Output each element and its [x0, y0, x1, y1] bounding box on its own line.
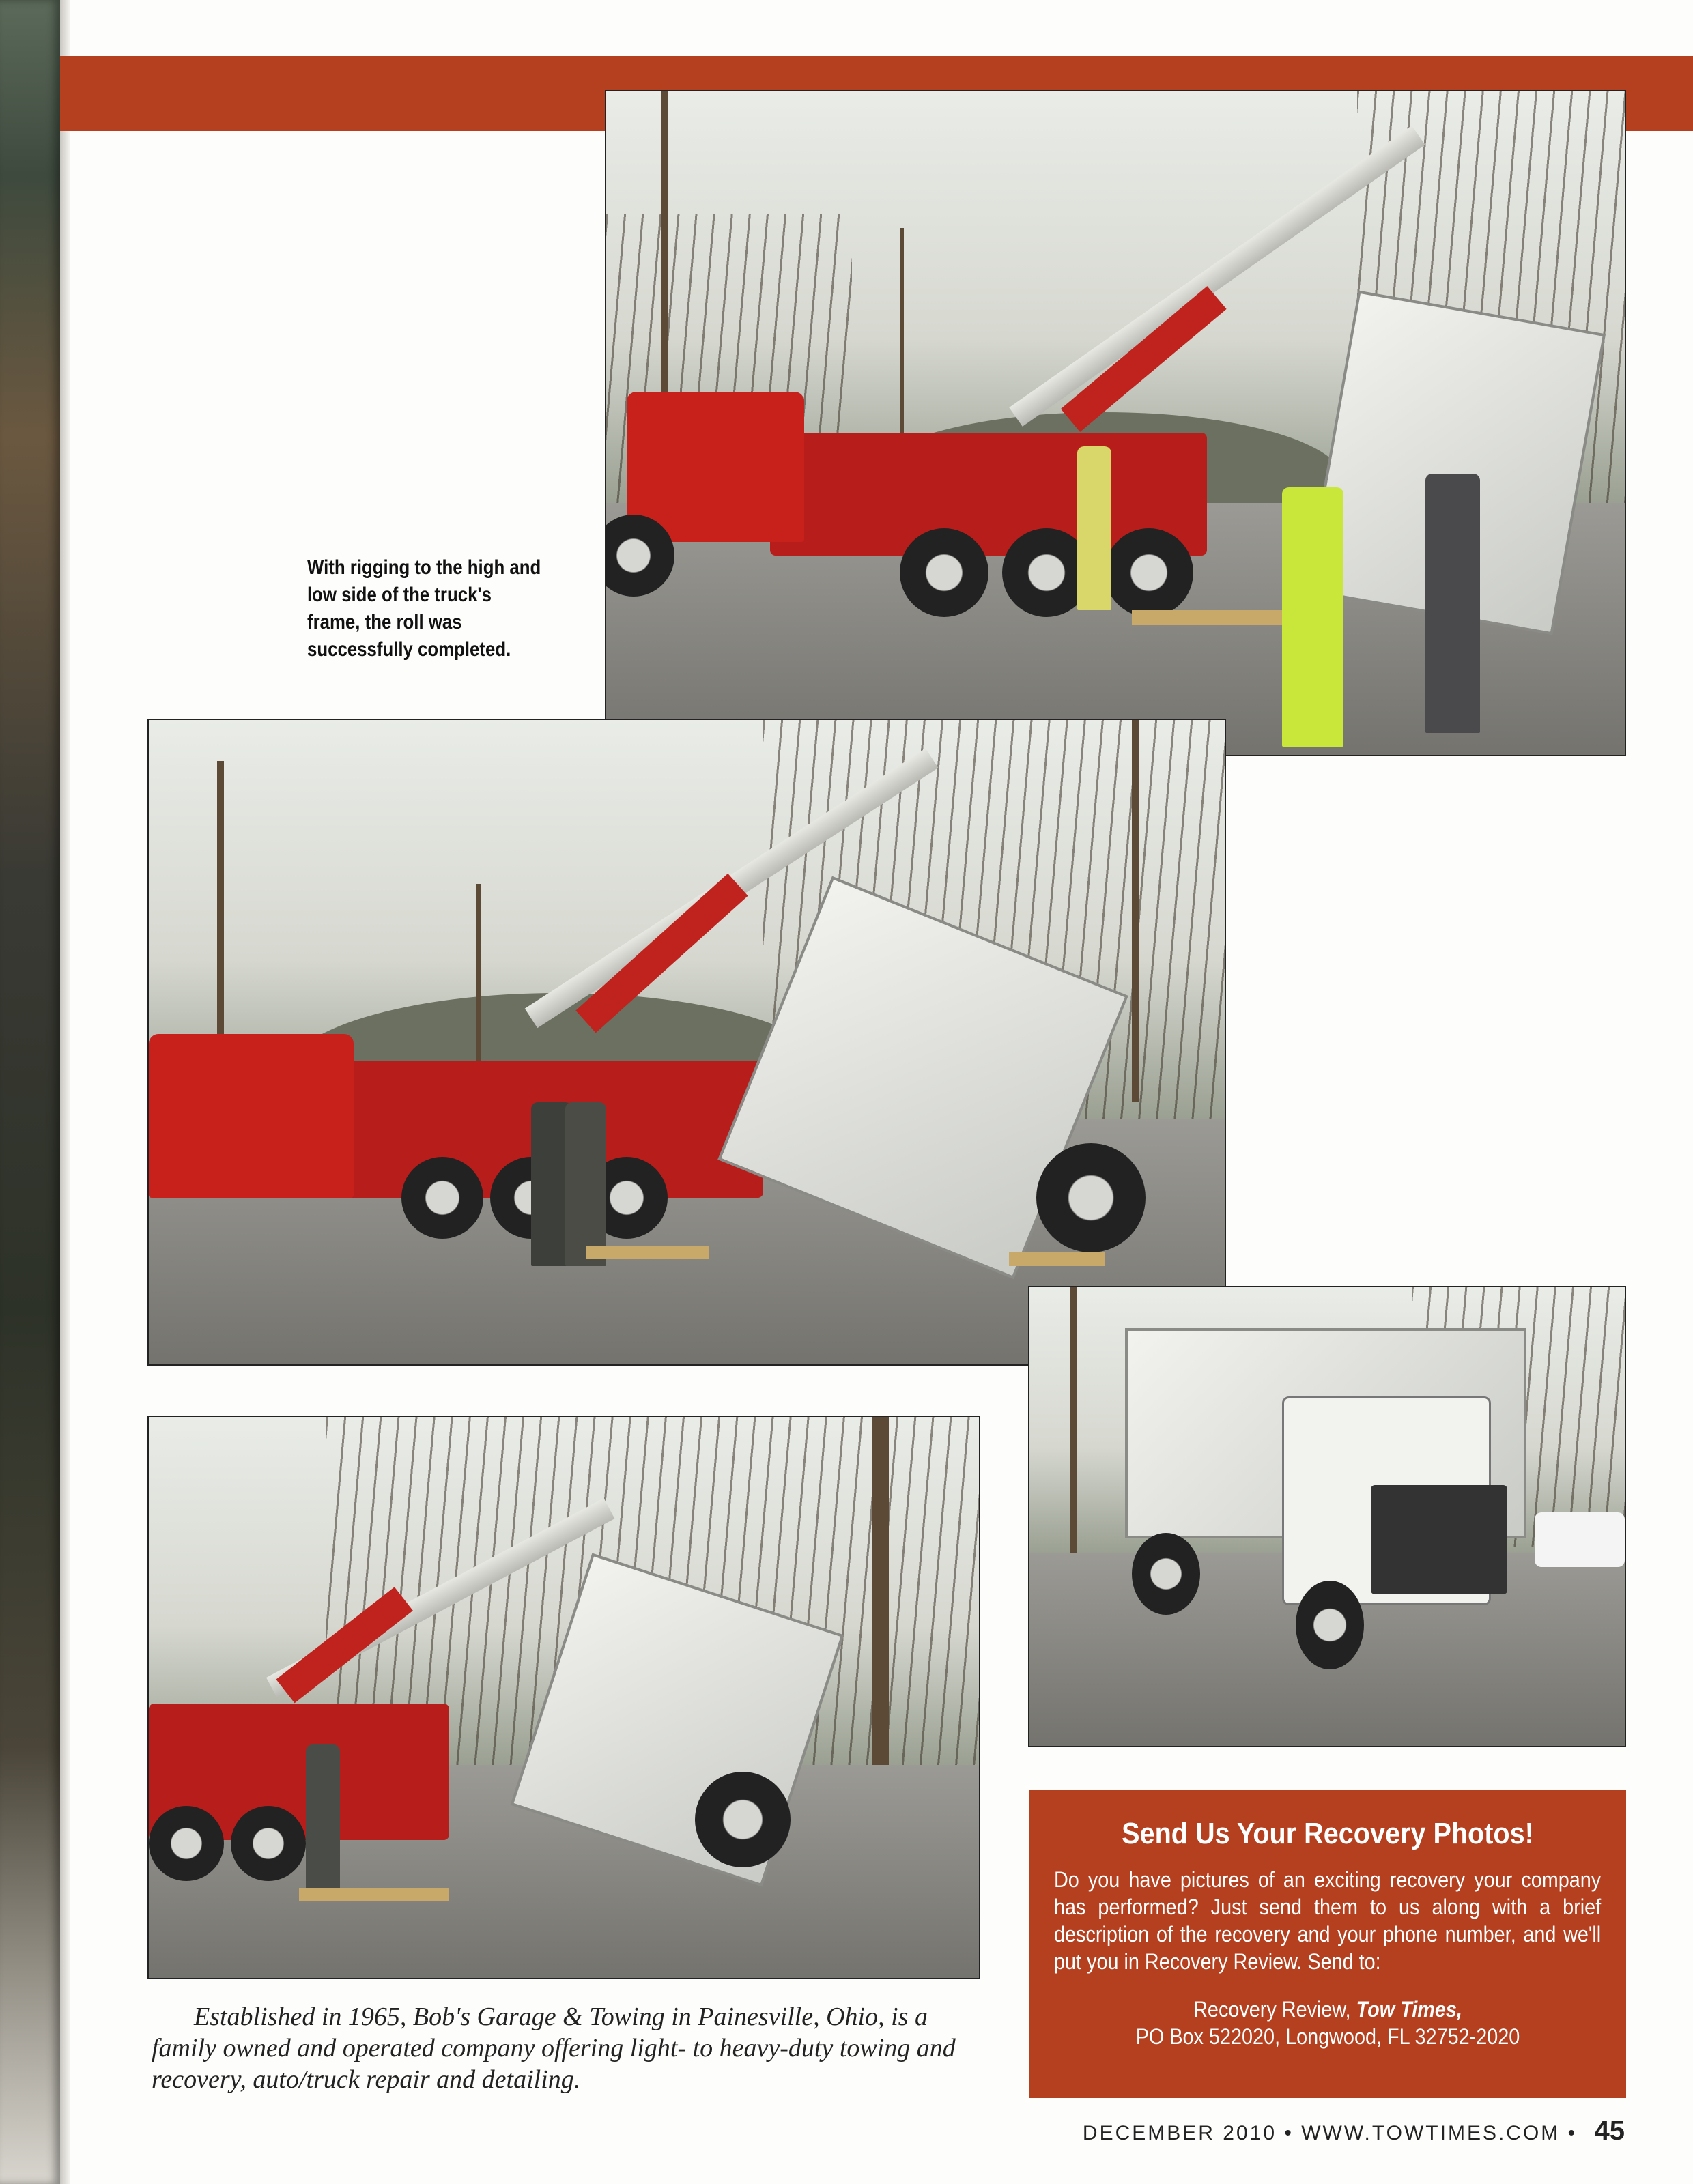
send-photos-title: Send Us Your Recovery Photos! — [1122, 1817, 1534, 1850]
issue-date: DECEMBER 2010 — [1082, 2122, 1277, 2144]
photo-top-right — [606, 91, 1625, 755]
send-photos-box — [1029, 1790, 1626, 2098]
address-line1-prefix: Recovery Review, — [1193, 1997, 1356, 2022]
website-link[interactable]: WWW.TOWTIMES.COM — [1301, 2122, 1561, 2144]
page-number: 45 — [1594, 2116, 1625, 2146]
caption-top: With rigging to the high and low side of the truck's frame, the roll was successfully completed. — [307, 556, 541, 661]
folio-separator: • — [1284, 2122, 1294, 2144]
page-folio — [1083, 2116, 1625, 2146]
send-photos-address — [1081, 1996, 1574, 2050]
photo-bottom-left — [149, 1417, 979, 1978]
send-photos-body: Do you have pictures of an exciting recovery your company has performed? Just send them to us along with a brief description of the recovery and your phone number, and we'll put you in Recovery Review. Send to: — [1054, 1867, 1602, 1974]
photo-bottom-right — [1029, 1287, 1625, 1746]
photo-middle — [149, 720, 1225, 1364]
previous-page-spine — [0, 0, 60, 2184]
folio-separator: • — [1567, 2122, 1578, 2144]
publication-name: Tow Times, — [1356, 1997, 1462, 2022]
address-line2: PO Box 522020, Longwood, FL 32752-2020 — [1135, 2024, 1520, 2049]
truck-grille — [1371, 1485, 1507, 1594]
police-car — [1535, 1512, 1625, 1567]
page-fold — [60, 0, 70, 2184]
caption-bottom: Established in 1965, Bob's Garage & Towing in Painesville, Ohio, is a family owned and operated company offering light- to heavy-duty towing and recovery, auto/truck repair and detailing. — [152, 2002, 956, 2094]
